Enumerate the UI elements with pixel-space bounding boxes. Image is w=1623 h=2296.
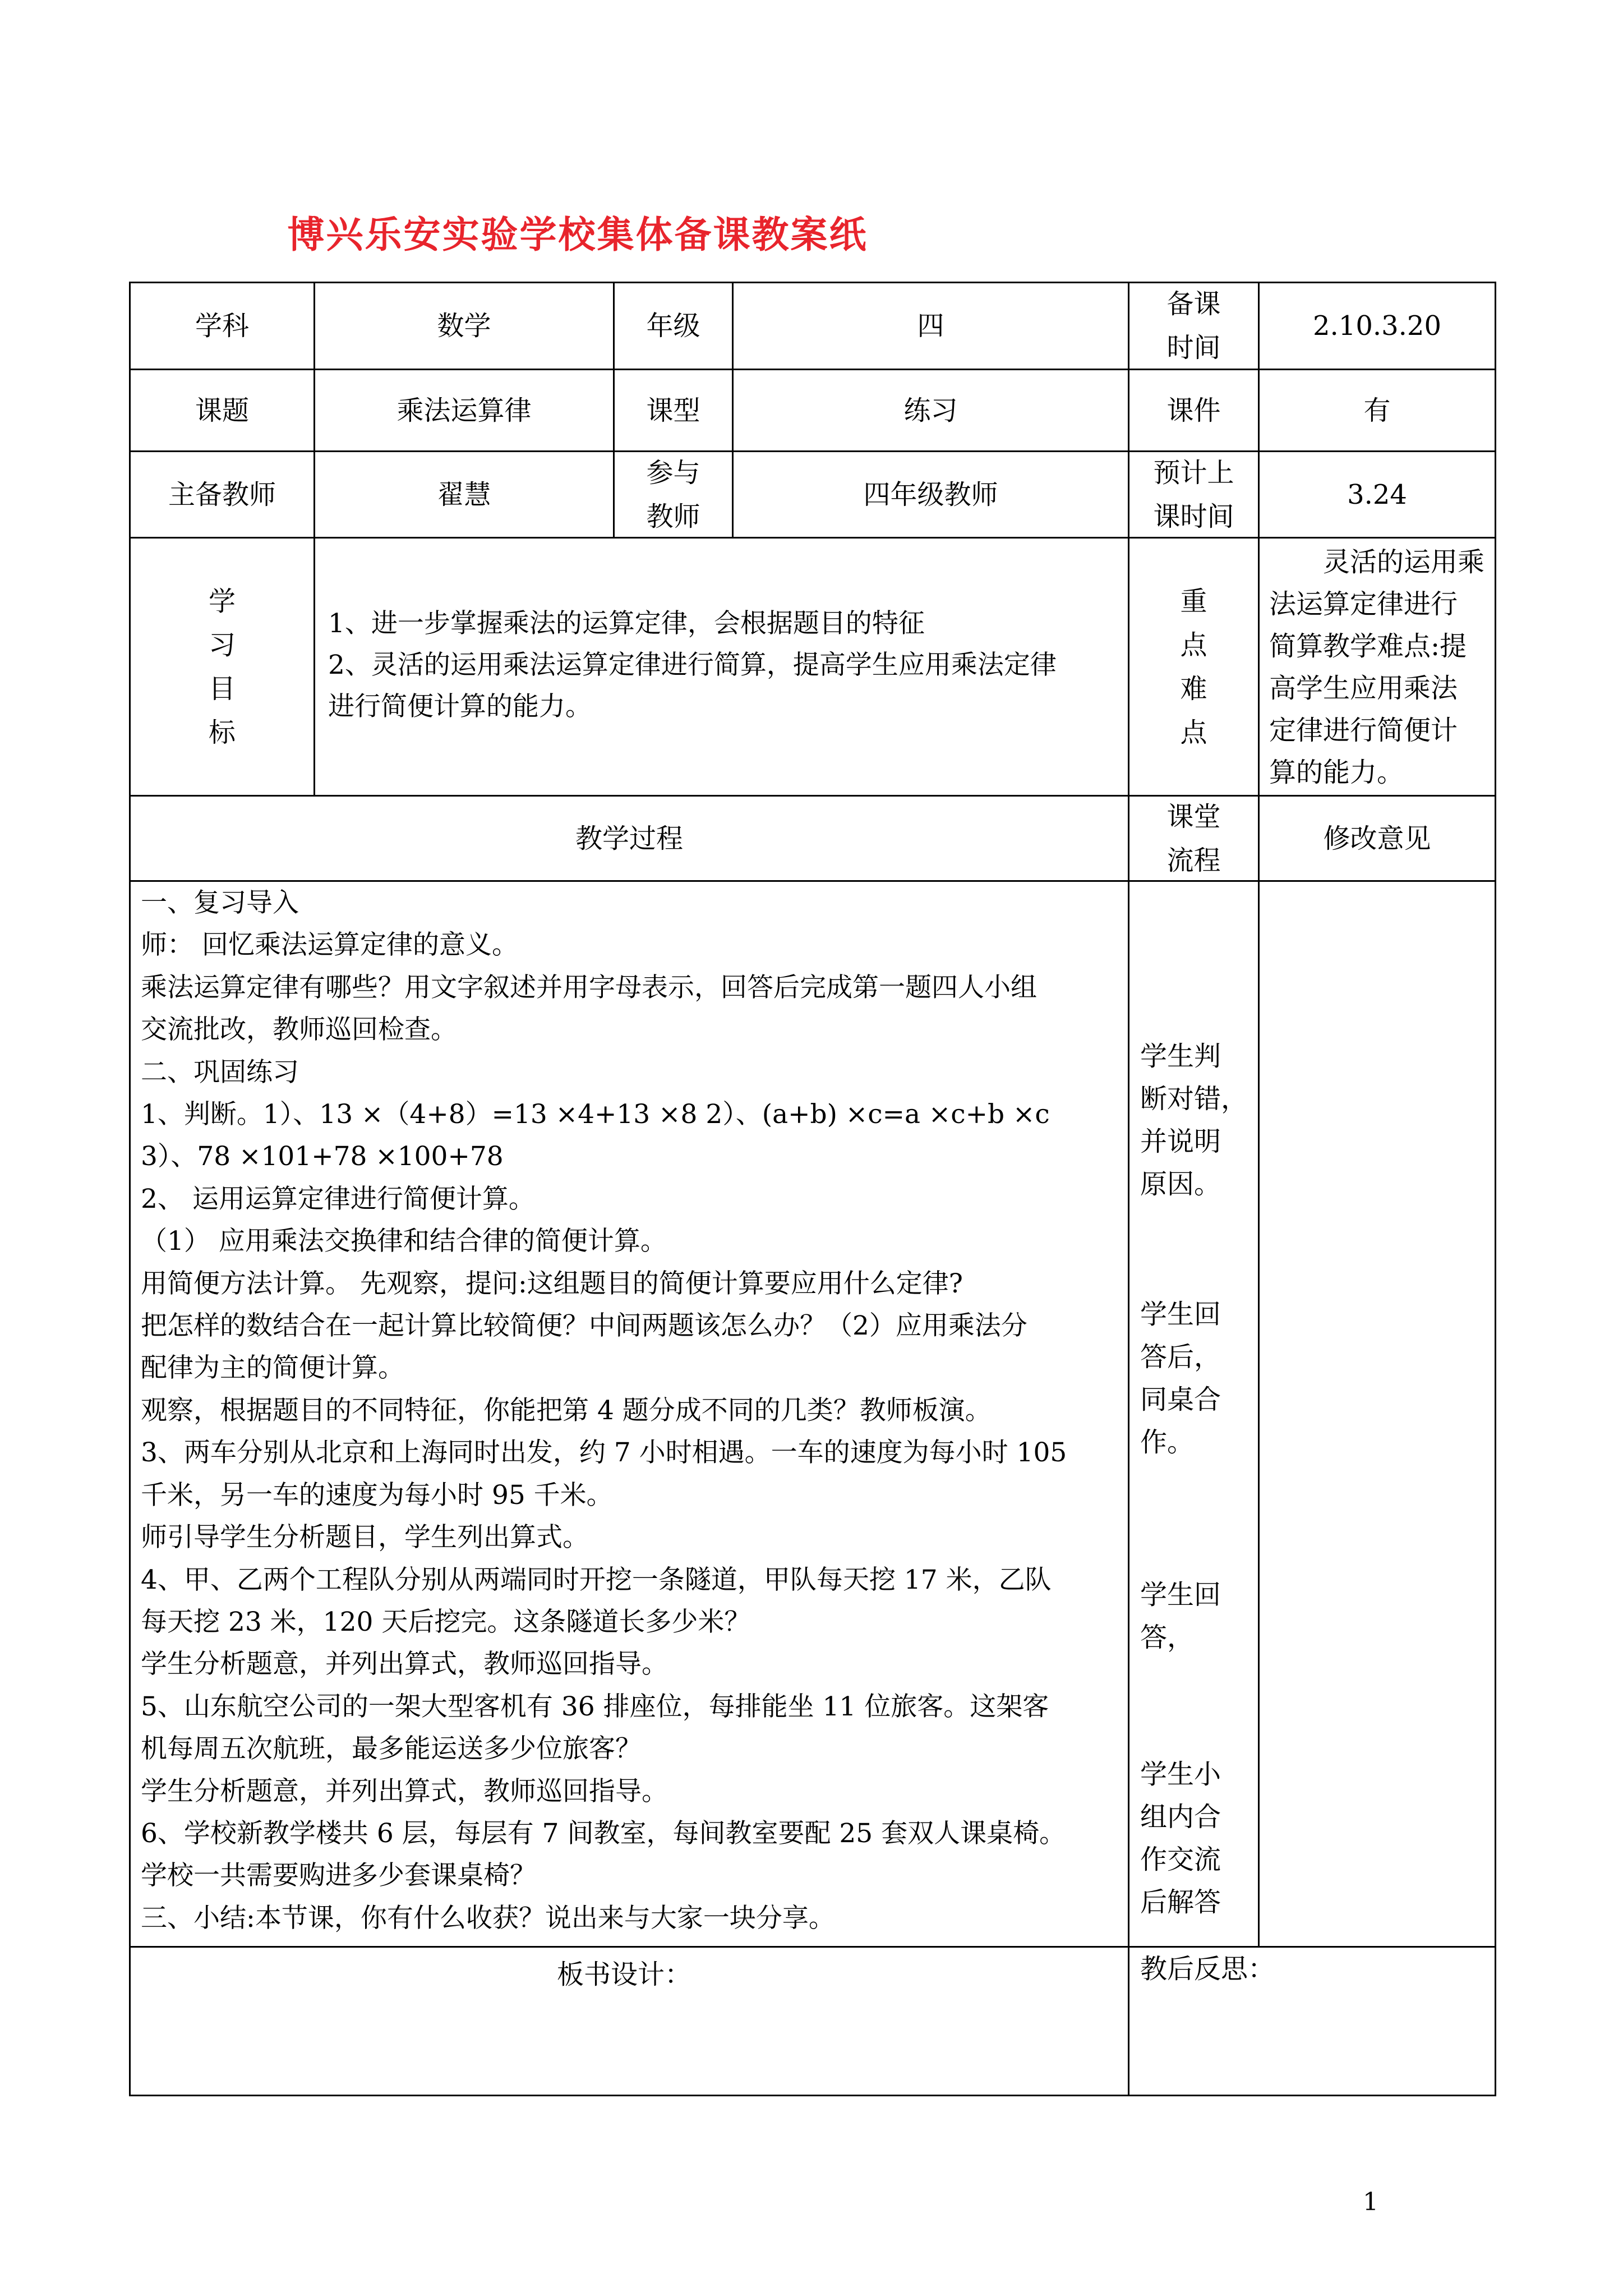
process-line: 师引导学生分析题目，学生列出算式。 [141,1522,589,1553]
flow-note-line: 学生回 [1140,1299,1221,1330]
document-title: 博兴乐安实验学校集体备课教案纸 [287,213,868,256]
flow-note-line: 答， [1140,1622,1195,1653]
flow-note-line: 组内合 [1140,1801,1221,1833]
process-line: 把怎样的数结合在一起计算比较简便？中间两题该怎么办？（2）应用乘法分 [141,1310,1027,1342]
objectives-label-char: 学 [208,585,236,617]
lesson-plan-table [129,282,1496,2096]
process-line: 乘法运算定律有哪些？用文字叙述并用字母表示，回答后完成第一题四人小组 [141,972,1037,1003]
planned-time-value: 3.24 [1347,478,1407,510]
board-design-label: 板书设计： [557,1959,692,1990]
objective-line: 1、进一步掌握乘法的运算定律，会根据题目的特征 [328,608,925,639]
prep-time-label-line: 时间 [1166,332,1221,364]
planned-time-label-line: 预计上 [1153,457,1234,489]
courseware-value: 有 [1363,394,1391,426]
flow-note-line: 答后， [1140,1341,1221,1373]
flow-header-line: 流程 [1166,844,1221,876]
participants-label-line: 教师 [646,500,700,532]
page-number: 1 [1363,2188,1378,2216]
objectives-label-char: 目 [208,673,236,705]
key-line: 简算教学难点:提 [1269,631,1467,662]
process-line: 5、山东航空公司的一架大型客机有 36 排座位，每排能坐 11 位旅客。这架客 [141,1691,1049,1722]
flow-note-line: 作。 [1140,1427,1195,1458]
process-line: 每天挖 23 米，120 天后挖完。这条隧道长多少米？ [141,1606,751,1637]
process-content [141,882,1122,1939]
process-header: 教学过程 [575,822,683,854]
flow-note-line: 后解答 [1140,1887,1221,1918]
flow-note [1140,1035,1252,1205]
key-line: 高学生应用乘法 [1269,673,1458,704]
flow-note [1140,1753,1252,1924]
key-line: 定律进行简便计 [1269,715,1458,746]
objectives-label [131,539,313,795]
objectives-text [328,603,1119,728]
flow-header-line: 课堂 [1166,800,1221,832]
type-label: 课型 [646,394,700,426]
flow-note-line: 作交流 [1140,1844,1221,1875]
flow-header [1129,797,1258,880]
process-line: 二、巩固练习 [141,1056,299,1088]
flow-note [1140,1293,1252,1464]
key-difficulty-label-char: 重 [1180,585,1207,617]
grade-label: 年级 [646,310,700,342]
flow-note-line: 学生回 [1140,1579,1221,1611]
key-line: 法运算定律进行 [1269,588,1458,620]
process-line: 4、甲、乙两个工程队分别从两端同时开挖一条隧道，甲队每天挖 17 米，乙队 [141,1564,1052,1595]
objectives-label-char: 标 [208,716,236,748]
prep-time-label-line: 备课 [1166,288,1221,320]
row-divider [131,537,1495,539]
process-line: 学生分析题意，并列出算式，教师巡回指导。 [141,1649,668,1680]
key-line: 算的能力。 [1269,757,1404,788]
process-line: 配律为主的简便计算。 [141,1352,404,1384]
flow-note [1140,1573,1252,1659]
prep-time-label [1129,283,1258,369]
process-line: 机每周五次航班，最多能运送多少位旅客？ [141,1733,642,1765]
process-line: 三、小结:本节课，你有什么收获？说出来与大家一块分享。 [141,1902,835,1934]
process-line: 3、两车分别从北京和上海同时出发，约 7 小时相遇。一车的速度为每小时 105 [141,1437,1067,1469]
flow-note-line: 学生小 [1140,1759,1221,1790]
participants-value: 四年级教师 [863,478,998,510]
process-line: 1、判断。1）、13 ×（4+8）=13 ×4+13 ×8 2）、(a+b) ×c=a ×c+b ×c [141,1099,1050,1130]
flow-note-line: 并说明 [1140,1126,1221,1157]
process-line: 观察，根据题目的不同特征，你能把第 4 题分成不同的几类？教师板演。 [141,1395,992,1426]
process-line: （1） 应用乘法交换律和结合律的简便计算。 [141,1226,667,1257]
process-line: 3）、78 ×101+78 ×100+78 [141,1141,504,1172]
grade-value: 四 [917,310,944,342]
reflection-label: 教后反思： [1140,1953,1275,1985]
objective-line: 进行简便计算的能力。 [328,691,592,722]
main-teacher-value: 翟慧 [437,478,491,510]
courseware-label: 课件 [1166,394,1221,426]
process-line: 2、 运用运算定律进行简便计算。 [141,1183,535,1214]
flow-note-line: 原因。 [1140,1168,1221,1200]
topic-label: 课题 [195,394,249,426]
process-line: 用简便方法计算。 先观察，提问:这组题目的简便计算要应用什么定律? [141,1268,963,1299]
process-line: 一、复习导入 [141,887,299,918]
flow-note-line: 同桌合 [1140,1384,1221,1415]
key-difficulty-label-char: 点 [1180,629,1207,661]
revision-header: 修改意见 [1323,822,1431,854]
key-difficulty-label-char: 难 [1180,673,1207,705]
process-line: 6、学校新教学楼共 6 层，每层有 7 间教室，每间教室要配 25 套双人课桌椅。 [141,1818,1066,1849]
process-line: 学生分析题意，并列出算式，教师巡回指导。 [141,1775,668,1807]
process-line: 千米，另一车的速度为每小时 95 千米。 [141,1479,613,1511]
planned-time-label-line: 课时间 [1153,500,1234,532]
process-line: 学校一共需要购进多少套课桌椅？ [141,1860,536,1892]
key-difficulty-text [1269,541,1491,794]
subject-value: 数学 [437,310,491,342]
type-value: 练习 [903,394,958,426]
participants-label-line: 参与 [646,457,700,489]
subject-label: 学科 [195,310,249,342]
key-line: 灵活的运用乘 [1323,546,1485,578]
participants-label [615,452,732,537]
objective-line: 2、灵活的运用乘法运算定律进行简算，提高学生应用乘法定律 [328,650,1057,680]
row-divider [131,1946,1495,1948]
planned-time-label [1129,452,1258,537]
key-difficulty-label [1129,539,1258,795]
process-line: 师： 回忆乘法运算定律的意义。 [141,930,518,961]
prep-time-value: 2.10.3.20 [1312,310,1441,342]
main-teacher-label: 主备教师 [168,478,276,510]
flow-note-line: 断对错， [1140,1083,1248,1115]
flow-note-line: 学生判 [1140,1041,1221,1072]
topic-value: 乘法运算律 [396,394,532,426]
process-line: 交流批改，教师巡回检查。 [141,1014,457,1046]
objectives-label-char: 习 [208,629,236,661]
key-difficulty-label-char: 点 [1180,716,1207,748]
